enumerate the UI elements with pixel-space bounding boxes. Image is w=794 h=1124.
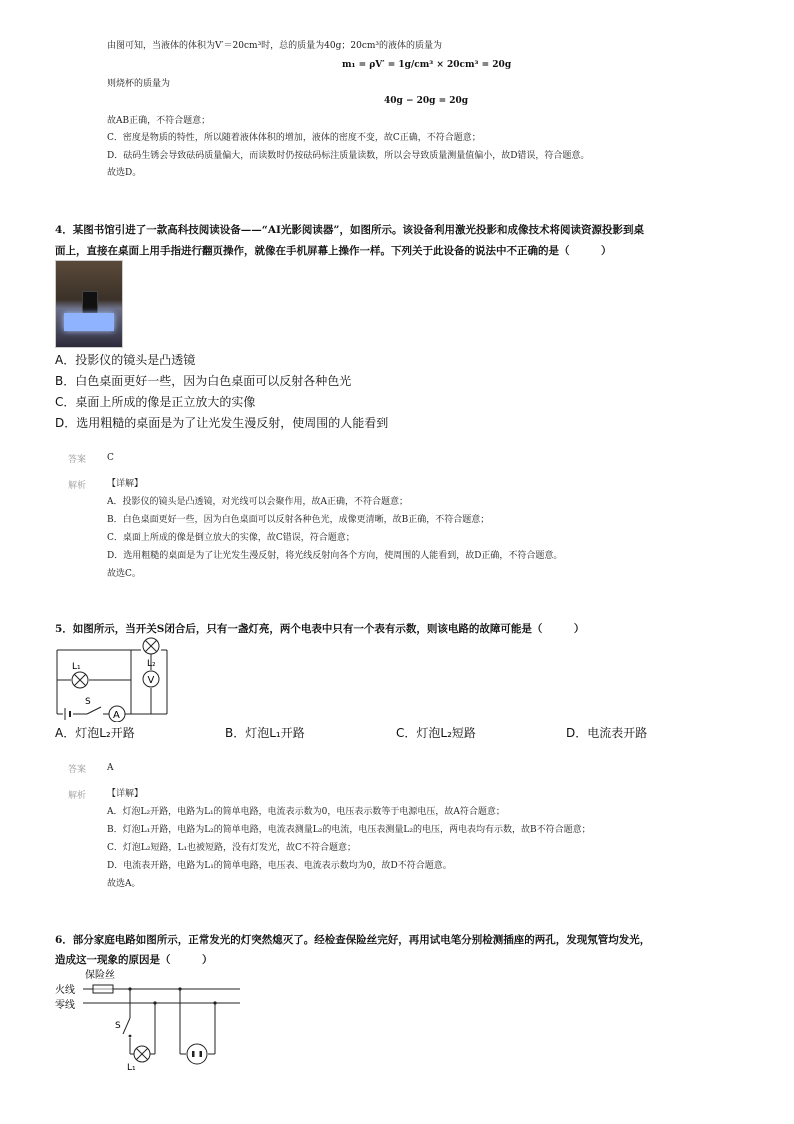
switch-contact	[129, 1035, 132, 1038]
label-live-wire: 火线	[55, 985, 75, 996]
label-lamp-l1: L₁	[127, 1063, 136, 1072]
q4-analysis-line: C．桌面上所成的像是倒立放大的实像，故C错误，符合题意；	[107, 533, 355, 543]
ammeter	[109, 706, 125, 722]
q6-household-circuit	[55, 966, 245, 1072]
prev-equation-1: m₁ = ρV′ = 1g/cm³ × 20cm³ = 20g	[342, 60, 512, 70]
prev-line-5: D．砝码生锈会导致砝码质量偏大，而读数时仍按砝码标注质量读数，所以会导致质量测量值偏小，故D错误，符合题意。	[107, 151, 590, 161]
q5-answer-label: 答案	[68, 765, 87, 775]
q5-detail-heading: 【详解】	[107, 789, 144, 799]
q4-detail-heading: 【详解】	[107, 479, 144, 489]
q5-analysis-line: 故选A。	[107, 879, 141, 889]
q5-analysis-line: B．灯泡L₁开路，电路为L₂的简单电路，电流表测量L₂的电流，电压表测量L₂的电压，两电表均有示数，故B不符合题意；	[107, 825, 591, 835]
label-l1: L₁	[72, 662, 81, 672]
q4-analysis-line: 故选C。	[107, 569, 141, 579]
q5-analysis-line: C．灯泡L₂短路，L₁也被短路，没有灯发光，故C不符合题意；	[107, 843, 356, 853]
socket-symbol	[187, 1044, 207, 1064]
ammeter-label: A	[113, 710, 120, 721]
q4-option-c: C．桌面上所成的像是正立放大的实像	[55, 395, 256, 409]
q4-analysis-line: D．选用粗糙的桌面是为了让光发生漫反射，将光线反射向各个方向，使周围的人能看到，故D正确，不符合题意。	[107, 551, 563, 561]
projected-screen	[64, 313, 114, 331]
q5-analysis-line: D．电流表开路，电路为L₁的简单电路，电压表、电流表示数均为0，故D不符合题意。	[107, 861, 452, 871]
projector-device	[82, 291, 98, 315]
prev-line-2: 则烧杯的质量为	[107, 79, 171, 89]
q5-answer: A	[107, 763, 114, 773]
q5-option-b: B．灯泡L₁开路	[225, 726, 305, 740]
lamp-l1	[72, 672, 88, 688]
q5-stem: 5．如图所示，当开关S闭合后，只有一盏灯亮，两个电表中只有一个表有示数，则该电路的故障可能是（ ）	[55, 623, 585, 635]
junction-dot	[153, 1001, 156, 1004]
prev-equation-2: 40g − 20g = 20g	[384, 96, 469, 106]
q5-option-a: A．灯泡L₂开路	[55, 726, 135, 740]
prev-line-4: C．密度是物质的特性，所以随着液体体积的增加，液体的密度不变，故C正确，不符合题意；	[107, 133, 481, 143]
q4-stem-line-1: 4．某图书馆引进了一款高科技阅读设备——“AI光影阅读器”，如图所示。该设备利用激光投影和成像技术将阅读资源投影到桌	[55, 224, 644, 236]
q5-analysis-label: 解析	[68, 791, 87, 801]
q6-stem-line-1: 6．部分家庭电路如图所示，正常发光的灯突然熄灭了。经检查保险丝完好，再用试电笔分别检测插座的两孔，发现氖管均发光，	[55, 934, 651, 946]
label-switch: S	[85, 697, 91, 707]
lamp-l2	[143, 638, 159, 654]
label-neutral-wire: 零线	[55, 1000, 75, 1011]
q4-option-a: A．投影仪的镜头是凸透镜	[55, 353, 196, 367]
ai-reader-photo	[55, 260, 123, 348]
lamp-l1	[134, 1046, 150, 1062]
q5-circuit-diagram	[55, 636, 170, 722]
q4-answer-label: 答案	[68, 455, 87, 465]
q5-option-c: C．灯泡L₂短路	[396, 726, 476, 740]
label-l2: L₂	[147, 659, 156, 669]
q4-analysis-line: B．白色桌面更好一些，因为白色桌面可以反射各种色光，成像更清晰，故B正确，不符合题意；	[107, 515, 490, 525]
q4-analysis-line: A．投影仪的镜头是凸透镜，对光线可以会聚作用，故A正确，不符合题意；	[107, 497, 409, 507]
voltmeter	[143, 671, 159, 687]
label-switch-s: S	[115, 1021, 121, 1031]
prev-line-6: 故选D。	[107, 168, 142, 178]
q4-option-b: B．白色桌面更好一些，因为白色桌面可以反射各种色光	[55, 374, 352, 388]
q5-analysis-line: A．灯泡L₂开路，电路为L₁的简单电路，电流表示数为0，电压表示数等于电源电压，故A符合题意；	[107, 807, 505, 817]
q6-stem-line-2: 造成这一现象的原因是（ ）	[55, 954, 213, 966]
prev-line-3: 故AB正确，不符合题意；	[107, 116, 211, 126]
q4-analysis-label: 解析	[68, 481, 87, 491]
junction-dot	[213, 1001, 216, 1004]
junction-dot	[178, 987, 181, 990]
q4-option-d: D．选用粗糙的桌面是为了让光发生漫反射，使周围的人能看到	[55, 416, 389, 430]
label-fuse: 保险丝	[85, 970, 115, 981]
prev-line-1: 由图可知，当液体的体积为V′＝20cm³时，总的质量为40g；20cm³的液体的质量为	[107, 41, 443, 51]
q4-stem-line-2: 面上，直接在桌面上用手指进行翻页操作，就像在手机屏幕上操作一样。下列关于此设备的说法中不正确的是（ ）	[55, 245, 612, 257]
voltmeter-label: V	[147, 675, 155, 686]
junction-dot	[128, 987, 131, 990]
q4-answer: C	[107, 453, 114, 463]
q5-option-d: D．电流表开路	[566, 726, 648, 740]
